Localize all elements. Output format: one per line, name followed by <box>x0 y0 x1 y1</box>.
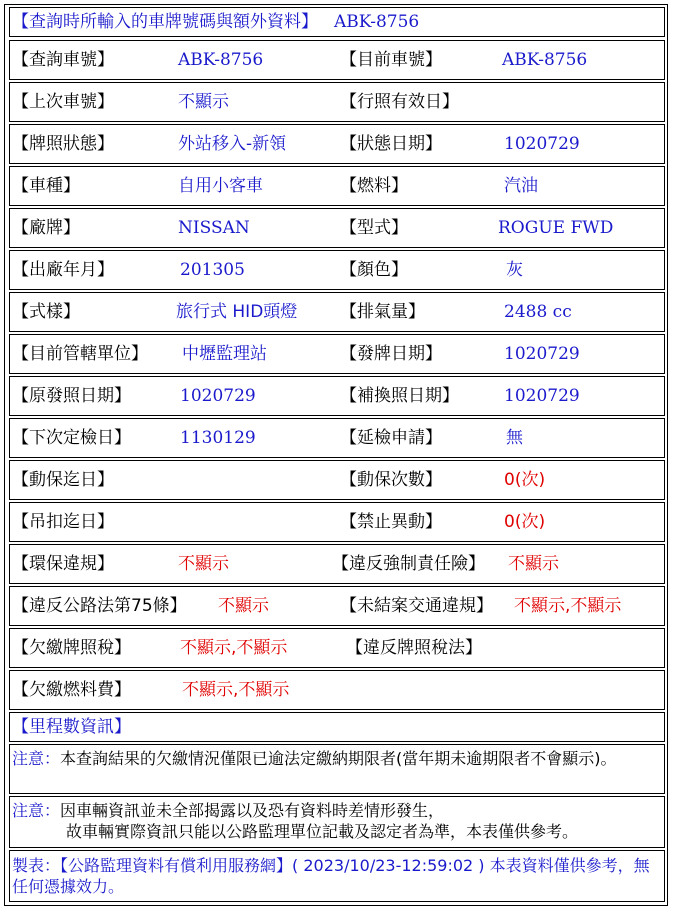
label-unpaid-fuel-fee: 【欠繳燃料費】 <box>12 680 131 700</box>
label-jurisdiction: 【目前管轄單位】 <box>12 344 148 364</box>
value-model: ROGUE FWD <box>498 218 614 238</box>
label-previous-plate: 【上次車號】 <box>12 92 114 112</box>
value-current-plate: ABK-8756 <box>502 50 588 70</box>
label-replacement-license-date: 【補換照日期】 <box>340 386 459 406</box>
value-fuel: 汽油 <box>504 176 538 196</box>
label-issue-date: 【發牌日期】 <box>340 344 442 364</box>
info-row-previous-plate <box>9 82 665 122</box>
made-note <box>12 855 652 897</box>
info-row-unpaid-fuel-fee <box>9 670 665 710</box>
info-row-security-end <box>9 460 665 500</box>
value-manufacture-date: 201305 <box>180 260 245 280</box>
note-2 <box>12 800 660 842</box>
value-insurance-violation: 不顯示 <box>508 554 559 574</box>
header-title-plate: ABK-8756 <box>334 12 420 32</box>
value-replacement-license-date: 1020729 <box>504 386 580 406</box>
made-row <box>9 850 665 902</box>
label-queried-plate: 【查詢車號】 <box>12 50 114 70</box>
info-row-manufacture-date <box>9 250 665 290</box>
value-inspection-extension: 無 <box>506 428 523 448</box>
label-transfer-ban: 【禁止異動】 <box>340 512 442 532</box>
made-source: 【公路監理資料有償利用服務網】 <box>60 856 293 875</box>
info-row-plate-status <box>9 124 665 164</box>
label-brand: 【廠牌】 <box>12 218 80 238</box>
info-row-brand <box>9 208 665 248</box>
label-original-license-date: 【原發照日期】 <box>12 386 131 406</box>
note-2-line-1: 因車輛資訊並未全部揭露以及恐有資料時差情形發生， <box>60 801 445 820</box>
value-env-violation: 不顯示 <box>178 554 229 574</box>
vehicle-info-sheet <box>4 4 668 906</box>
label-env-violation: 【環保違規】 <box>12 554 114 574</box>
info-row-env-violation <box>9 544 665 584</box>
note-1 <box>12 748 652 769</box>
header-title-label: 【查詢時所輸入的車牌號碼與額外資料】 <box>12 12 318 32</box>
label-displacement: 【排氣量】 <box>340 302 425 322</box>
value-color: 灰 <box>506 260 523 280</box>
note-1-label: 注意： <box>12 749 61 768</box>
value-body-style: 旅行式 HID頭燈 <box>176 302 298 322</box>
value-issue-date: 1020729 <box>504 344 580 364</box>
label-status-date: 【狀態日期】 <box>340 134 442 154</box>
header-row <box>9 7 665 37</box>
info-row-unpaid-plate-tax <box>9 628 665 668</box>
note-2-row <box>9 796 665 848</box>
label-inspection-extension: 【延檢申請】 <box>340 428 442 448</box>
value-next-inspection: 1130129 <box>180 428 256 448</box>
label-manufacture-date: 【出廠年月】 <box>12 260 114 280</box>
mileage-title: 【里程數資訊】 <box>12 717 131 737</box>
value-original-license-date: 1020729 <box>180 386 256 406</box>
label-plate-status: 【牌照狀態】 <box>12 134 114 154</box>
value-unresolved-traffic: 不顯示,不顯示 <box>514 596 622 616</box>
label-security-count: 【動保次數】 <box>340 470 442 490</box>
label-fuel: 【燃料】 <box>340 176 408 196</box>
label-unresolved-traffic: 【未結案交通違規】 <box>340 596 493 616</box>
note-2-label: 注意： <box>12 801 61 820</box>
label-security-end: 【動保迄日】 <box>12 470 114 490</box>
label-unpaid-plate-tax: 【欠繳牌照稅】 <box>12 638 131 658</box>
info-row-suspension-end <box>9 502 665 542</box>
info-row-queried-plate <box>9 40 665 80</box>
label-suspension-end: 【吊扣迄日】 <box>12 512 114 532</box>
note-1-text: 本查詢結果的欠繳情況僅限已逾法定繳納期限者(當年期未逾期限者不會顯示)。 <box>60 749 617 768</box>
value-vehicle-type: 自用小客車 <box>178 176 263 196</box>
made-text: ( 2023/10/23-12:59:02 ) 本表資料僅供參考，無任何憑據效力。 <box>12 856 650 896</box>
value-displacement: 2488 cc <box>504 302 572 322</box>
value-security-count: 0(次) <box>504 470 546 490</box>
info-row-vehicle-type <box>9 166 665 206</box>
value-previous-plate: 不顯示 <box>178 92 229 112</box>
info-row-highway-law <box>9 586 665 626</box>
note-2-line-2: 故車輛實際資訊只能以公路監理單位記載及認定者為準，本表僅供參考。 <box>66 822 579 841</box>
info-row-next-inspection <box>9 418 665 458</box>
mileage-row <box>9 712 665 742</box>
label-license-valid-date: 【行照有效日】 <box>340 92 459 112</box>
value-unpaid-fuel-fee: 不顯示,不顯示 <box>182 680 290 700</box>
note-1-row <box>9 744 665 794</box>
info-row-body-style <box>9 292 665 332</box>
value-transfer-ban: 0(次) <box>504 512 546 532</box>
label-plate-tax-law: 【違反牌照稅法】 <box>346 638 482 658</box>
made-label: 製表： <box>12 856 61 875</box>
value-unpaid-plate-tax: 不顯示,不顯示 <box>180 638 288 658</box>
label-insurance-violation: 【違反強制責任險】 <box>332 554 485 574</box>
value-queried-plate: ABK-8756 <box>178 50 264 70</box>
info-row-original-license-date <box>9 376 665 416</box>
value-plate-status: 外站移入-新領 <box>178 134 287 154</box>
label-body-style: 【式樣】 <box>12 302 80 322</box>
info-row-jurisdiction <box>9 334 665 374</box>
label-next-inspection: 【下次定檢日】 <box>12 428 131 448</box>
value-jurisdiction: 中壢監理站 <box>182 344 267 364</box>
label-color: 【顏色】 <box>340 260 408 280</box>
label-current-plate: 【目前車號】 <box>340 50 442 70</box>
value-brand: NISSAN <box>178 218 250 238</box>
value-highway-law: 不顯示 <box>218 596 269 616</box>
label-vehicle-type: 【車種】 <box>12 176 80 196</box>
label-highway-law: 【違反公路法第75條】 <box>12 596 187 616</box>
value-status-date: 1020729 <box>504 134 580 154</box>
label-model: 【型式】 <box>340 218 408 238</box>
